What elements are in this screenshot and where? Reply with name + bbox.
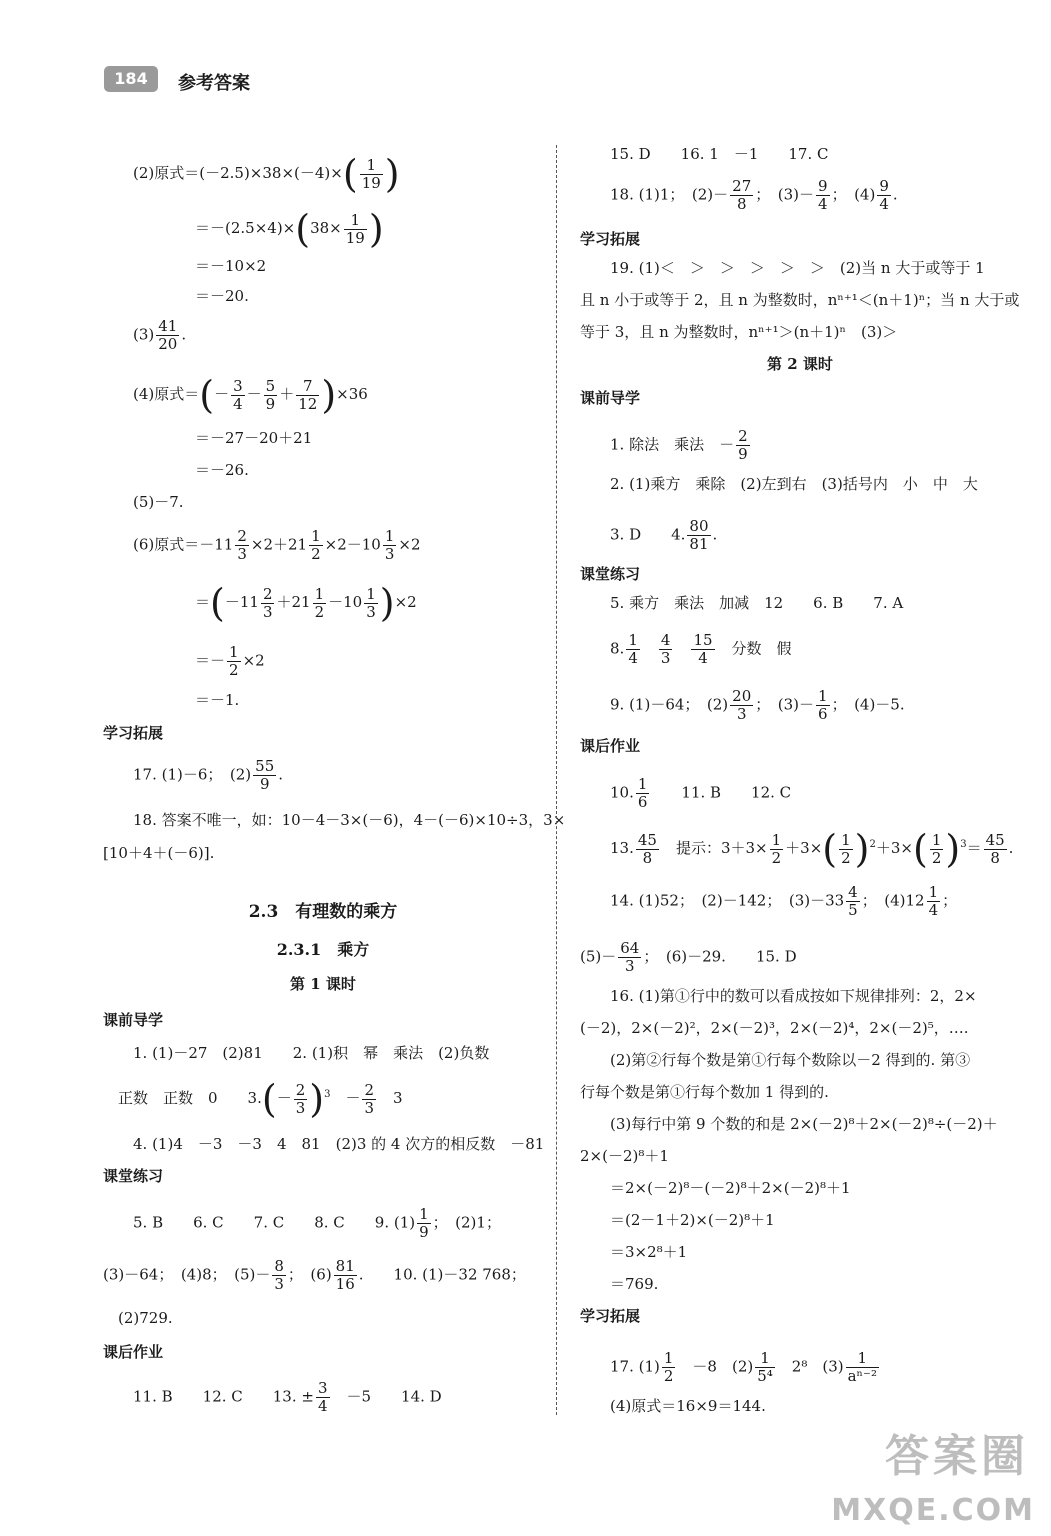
right-line-13: 13. $\frac{45}{8}$ 提示：3＋3× $\frac{1}{2}$ ＋3×( $\frac{1}{2}$ )$^2$＋3×( $\frac{1}{2}$ )$^3$＝ $\frac{45}{8}$ .	[610, 827, 1014, 871]
right-line-7: 2. (1)乘方 乘除 (2)左到右 (3)括号内 小 中 大	[610, 475, 978, 493]
left-line-15: 18. 答案不唯一，如：10－4－3×(－6)，4－(－6)×10÷3，3×	[133, 811, 566, 829]
left-line-4: ＝－20.	[195, 287, 249, 305]
right-line-12: 10. $\frac{1}{6}$ 11. B 12. C	[610, 775, 792, 811]
right-line-14: 14. (1)52； (2)－142； (3)－33 $\frac{4}{5}$ ； (4)12 $\frac{1}{4}$ ；	[610, 883, 958, 919]
right-line-26: 17. (1) $\frac{1}{2}$ －8 (2) $\frac{1}{\text{5⁴}}$ 2⁸ (3) $\frac{1}{\text{aⁿ⁻²}}$	[610, 1349, 877, 1385]
right-line-3: 19. (1)＜ ＞ ＞ ＞ ＞ ＞ (2)当 n 大于或等于 1	[610, 259, 985, 277]
page-number-badge: 184	[104, 66, 158, 92]
left-line-12: ＝－ $\frac{1}{2}$ ×2	[195, 643, 265, 679]
left-line-20: 5. B 6. C 7. C 8. C 9. (1) $\frac{1}{9}$ ； (2)1；	[133, 1205, 501, 1241]
left-line-13: ＝－1.	[195, 691, 240, 709]
lesson-title: 第 2 课时	[767, 355, 833, 373]
section-heading: 课堂练习	[103, 1167, 164, 1185]
right-line-17: (－2)，2×(－2)²，2×(－2)³，2×(－2)⁴，2×(－2)⁵，….	[580, 1019, 969, 1037]
left-line-23: 11. B 12. C 13. ± $\frac{3}{4}$ －5 14. D	[133, 1379, 442, 1415]
left-line-14: 17. (1)－6； (2) $\frac{55}{9}$ .	[133, 757, 284, 793]
right-line-2: 18. (1)1； (2)－ $\frac{27}{8}$ ； (3)－ $\frac{9}{4}$ ； (4) $\frac{9}{4}$ .	[610, 177, 898, 213]
left-line-2: ＝－(2.5×4)×(38× $\frac{1}{19}$ )	[195, 207, 384, 251]
right-line-11: 9. (1)－64； (2) $\frac{20}{3}$ ； (3)－ $\frac{1}{6}$ ； (4)－5.	[610, 687, 905, 723]
right-line-4: 且 n 小于或等于 2，且 n 为整数时，nⁿ⁺¹＜(n＋1)ⁿ；当 n 大于或	[580, 291, 1020, 309]
subsection-title: 2.3.1 乘方	[276, 940, 370, 959]
right-line-1: 15. D 16. 1 －1 17. C	[610, 145, 829, 163]
left-line-21: (3)－64； (4)8； (5)－ $\frac{8}{3}$ ； (6) $\frac{81}{16}$ . 10. (1)－32 768；	[103, 1257, 526, 1293]
section-title: 2.3 有理数的乘方	[248, 902, 398, 922]
left-line-9: (5)－7.	[133, 493, 184, 511]
column-divider	[556, 145, 557, 1415]
left-line-17: 1. (1)－27 (2)81 2. (1)积 幂 乘法 (2)负数	[133, 1044, 490, 1062]
watermark-url: MXQE.COM	[831, 1493, 1035, 1528]
right-line-22: ＝2×(－2)⁸－(－2)⁸＋2×(－2)⁸＋1	[610, 1179, 851, 1197]
left-line-7: ＝－27－20＋21	[195, 429, 313, 447]
right-line-24: ＝3×2⁸＋1	[610, 1243, 688, 1261]
left-line-16: [10＋4＋(－6)].	[103, 844, 215, 862]
right-line-10: 8. $\frac{1}{4}$ $\frac{4}{3}$ $\frac{15}{4}$ 分数 假	[610, 631, 792, 667]
left-line-11: ＝(－11 $\frac{2}{3}$ ＋21 $\frac{1}{2}$ －10 $\frac{1}{3}$ )×2	[195, 581, 417, 625]
lesson-title: 第 1 课时	[290, 975, 356, 993]
fraction: $\frac{1}{19}$	[361, 155, 381, 192]
right-line-21: 2×(－2)⁸＋1	[580, 1147, 669, 1165]
section-heading: 课前导学	[103, 1011, 164, 1029]
section-heading: 课后作业	[103, 1343, 164, 1361]
right-line-27: (4)原式＝16×9＝144.	[610, 1397, 766, 1415]
left-line-10: (6)原式＝－11 $\frac{2}{3}$ ×2＋21 $\frac{1}{2}$ ×2－10 $\frac{1}{3}$ ×2	[133, 527, 421, 563]
section-heading: 课前导学	[580, 389, 641, 407]
left-line-3: ＝－10×2	[195, 257, 267, 275]
left-line-5: (3) $\frac{41}{20}$ .	[133, 317, 187, 353]
right-line-6: 1. 除法 乘法 － $\frac{2}{9}$	[610, 427, 748, 463]
left-line-6: (4)原式＝(－ $\frac{3}{4}$ － $\frac{5}{9}$ ＋ $\frac{7}{12}$ )×36	[133, 373, 368, 417]
right-line-18: (2)第②行每个数是第①行每个数除以－2 得到的. 第③	[610, 1051, 971, 1069]
section-heading: 学习拓展	[580, 230, 641, 248]
fraction: $\frac{1}{19}$	[345, 210, 365, 247]
section-heading: 课后作业	[580, 737, 641, 755]
right-line-19: 行每个数是第①行每个数加 1 得到的.	[580, 1083, 829, 1101]
section-heading: 学习拓展	[103, 724, 164, 742]
right-line-23: ＝(2－1＋2)×(－2)⁸＋1	[610, 1211, 775, 1229]
left-line-22: (2)729.	[118, 1309, 173, 1327]
watermark-logo: 答案圈	[885, 1431, 1029, 1482]
section-heading: 学习拓展	[580, 1307, 641, 1325]
left-line-19: 4. (1)4 －3 －3 4 81 (2)3 的 4 次方的相反数 －81	[133, 1135, 545, 1153]
left-line-8: ＝－26.	[195, 461, 249, 479]
right-line-5: 等于 3，且 n 为整数时，nⁿ⁺¹＞(n＋1)ⁿ (3)＞	[580, 323, 898, 341]
right-line-15: (5)－ $\frac{64}{3}$ ； (6)－29. 15. D	[580, 939, 797, 975]
right-line-8: 3. D 4. $\frac{80}{81}$ .	[610, 517, 718, 553]
section-heading: 课堂练习	[580, 565, 641, 583]
left-line-1: (2)原式＝(－2.5)×38×(－4)×( $\frac{1}{19}$ )	[133, 152, 400, 196]
right-line-16: 16. (1)第①行中的数可以看成按如下规律排列：2，2×	[610, 987, 977, 1005]
right-line-20: (3)每行中第 9 个数的和是 2×(－2)⁸＋2×(－2)⁸÷(－2)＋	[610, 1115, 998, 1133]
header-title: 参考答案	[178, 73, 250, 94]
right-line-9: 5. 乘方 乘法 加减 12 6. B 7. A	[610, 594, 904, 612]
right-line-25: ＝769.	[610, 1275, 659, 1293]
left-line-18: 正数 正数 0 3.(－ $\frac{2}{3}$ )$^3$ － $\frac{2}{3}$ 3	[118, 1077, 403, 1121]
